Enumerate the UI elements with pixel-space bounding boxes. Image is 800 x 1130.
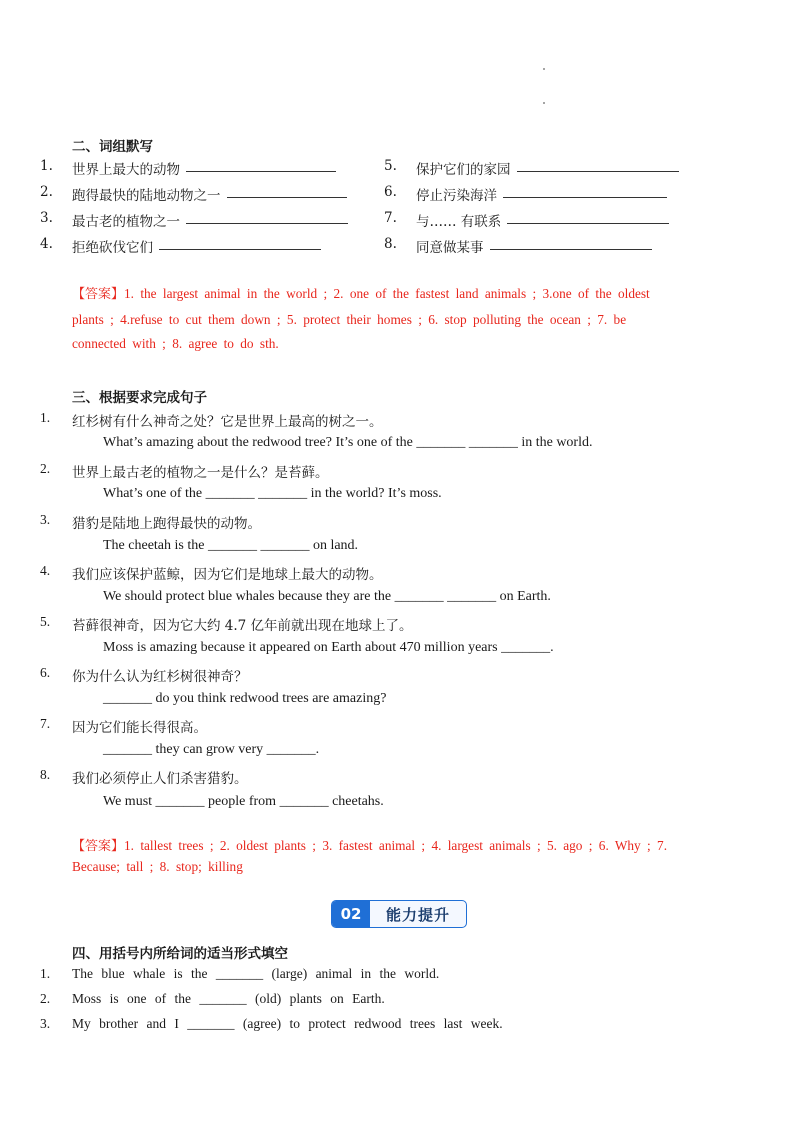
answer-blank — [186, 210, 348, 224]
item-number: 3. — [40, 210, 53, 226]
answer-line: connected with ; 8. agree to do sth. — [72, 336, 279, 351]
item-text: 停止污染海洋 — [416, 188, 497, 204]
item-number: 3. — [40, 1016, 51, 1031]
badge-label: 能力提升 — [385, 905, 450, 924]
question-zh — [40, 665, 248, 685]
question-text: 你为什么认为红杉树很神奇？ — [72, 669, 248, 685]
item-number: 8. — [384, 236, 397, 252]
section-4-title: 四、用括号内所给词的适当形式填空 — [72, 946, 288, 962]
item-number: 7. — [384, 210, 397, 226]
item-number: 5. — [384, 158, 397, 174]
answer-text: 1. the largest animal in the world ; 2. one of the fastest land animals ; 3.one of the oldest — [124, 286, 650, 301]
answer-blank — [490, 236, 652, 250]
item-number: 4. — [40, 236, 53, 252]
vocab-item — [40, 158, 336, 178]
item-text: 拒绝砍伐它们 — [72, 240, 153, 256]
badge-number: 02 — [332, 901, 370, 927]
answer-tag: 【答案】 — [72, 287, 125, 302]
question-en: _______ they can grow very _______. — [103, 742, 320, 757]
item-number: 2. — [40, 991, 51, 1006]
question-text: 红杉树有什么神奇之处？它是世界上最高的树之一。 — [72, 414, 383, 430]
question-zh — [40, 461, 329, 481]
question-en: We must _______ people from _______ cheetahs. — [103, 794, 384, 809]
question-en: The cheetah is the _______ _______ on land. — [103, 538, 359, 553]
question-text: 世界上最古老的植物之一是什么？是苔藓。 — [72, 465, 329, 481]
question-zh — [40, 767, 248, 787]
question-en: _______ do you think redwood trees are amazing? — [103, 691, 387, 706]
section-2-title: 二、词组默写 — [72, 139, 153, 155]
question-text: 因为它们能长得很高。 — [72, 720, 207, 736]
item-number: 2. — [40, 184, 53, 200]
question-zh — [40, 512, 261, 532]
section-2-answer — [72, 282, 728, 357]
item-text: 同意做某事 — [416, 240, 484, 256]
question-zh — [40, 716, 207, 736]
question-en: What’s one of the _______ _______ in the world? It’s moss. — [103, 486, 442, 501]
question-text: 苔藓很神奇，因为它大约 4.7 亿年前就出现在地球上了。 — [72, 618, 413, 634]
vocab-item — [40, 184, 347, 204]
question-zh — [40, 614, 413, 634]
answer-text: 1. tallest trees ; 2. oldest plants ; 3. fastest animal ; 4. largest animals ; 5. ago ; 6. Why ; 7. — [124, 838, 668, 853]
question-en: What’s amazing about the redwood tree? It’s one of the _______ _______ in the world. — [103, 435, 593, 450]
fill-item — [40, 1016, 503, 1032]
decorative-dot — [543, 68, 545, 70]
question-text: 我们必须停止人们杀害猎豹。 — [72, 771, 248, 787]
section-3-title: 三、根据要求完成句子 — [72, 390, 207, 406]
vocab-item — [384, 158, 679, 178]
answer-blank — [159, 236, 321, 250]
item-text: My brother and I _______ (agree) to protect redwood trees last week. — [72, 1016, 503, 1031]
answer-blank — [503, 184, 667, 198]
item-number: 4. — [40, 563, 51, 578]
section-badge — [331, 900, 467, 928]
answer-blank — [517, 158, 679, 172]
vocab-item — [384, 184, 667, 204]
answer-tag: 【答案】 — [72, 839, 125, 854]
item-text: Moss is one of the _______ (old) plants on Earth. — [72, 991, 385, 1006]
item-number: 1. — [40, 966, 51, 981]
answer-line: Because; tall ; 8. stop; killing — [72, 859, 243, 874]
item-text: The blue whale is the _______ (large) animal in the world. — [72, 966, 440, 981]
question-zh — [40, 410, 383, 430]
decorative-dot — [543, 102, 545, 104]
item-text: 保护它们的家园 — [416, 162, 511, 178]
question-en: Moss is amazing because it appeared on Earth about 470 million years _______. — [103, 640, 554, 655]
item-number: 1. — [40, 158, 53, 174]
item-number: 3. — [40, 512, 51, 527]
answer-line: plants ; 4.refuse to cut them down ; 5. protect their homes ; 6. stop polluting the ocean ; 7. be — [72, 311, 627, 327]
fill-item — [40, 966, 439, 982]
vocab-item — [384, 236, 652, 256]
vocab-item — [40, 236, 321, 256]
item-number: 7. — [40, 716, 51, 731]
item-text: 跑得最快的陆地动物之一 — [72, 188, 221, 204]
section-3-answer — [72, 836, 728, 877]
answer-blank — [186, 158, 336, 172]
item-text: 世界上最大的动物 — [72, 162, 180, 178]
answer-blank — [227, 184, 347, 198]
item-number: 1. — [40, 410, 51, 425]
item-text: 最古老的植物之一 — [72, 214, 180, 230]
item-number: 8. — [40, 767, 51, 782]
item-number: 6. — [40, 665, 51, 680]
item-text: 与…… 有联系 — [416, 214, 502, 230]
answer-line — [72, 282, 728, 308]
question-zh — [40, 563, 383, 583]
question-en: We should protect blue whales because they are the _______ _______ on Earth. — [103, 589, 551, 604]
fill-item — [40, 991, 385, 1007]
item-number: 5. — [40, 614, 51, 629]
vocab-item — [40, 210, 348, 230]
question-text: 猎豹是陆地上跑得最快的动物。 — [72, 516, 261, 532]
question-text: 我们应该保护蓝鲸，因为它们是地球上最大的动物。 — [72, 567, 383, 583]
answer-blank — [507, 210, 669, 224]
item-number: 6. — [384, 184, 397, 200]
answer-line — [72, 836, 728, 857]
vocab-item — [384, 210, 669, 230]
item-number: 2. — [40, 461, 51, 476]
